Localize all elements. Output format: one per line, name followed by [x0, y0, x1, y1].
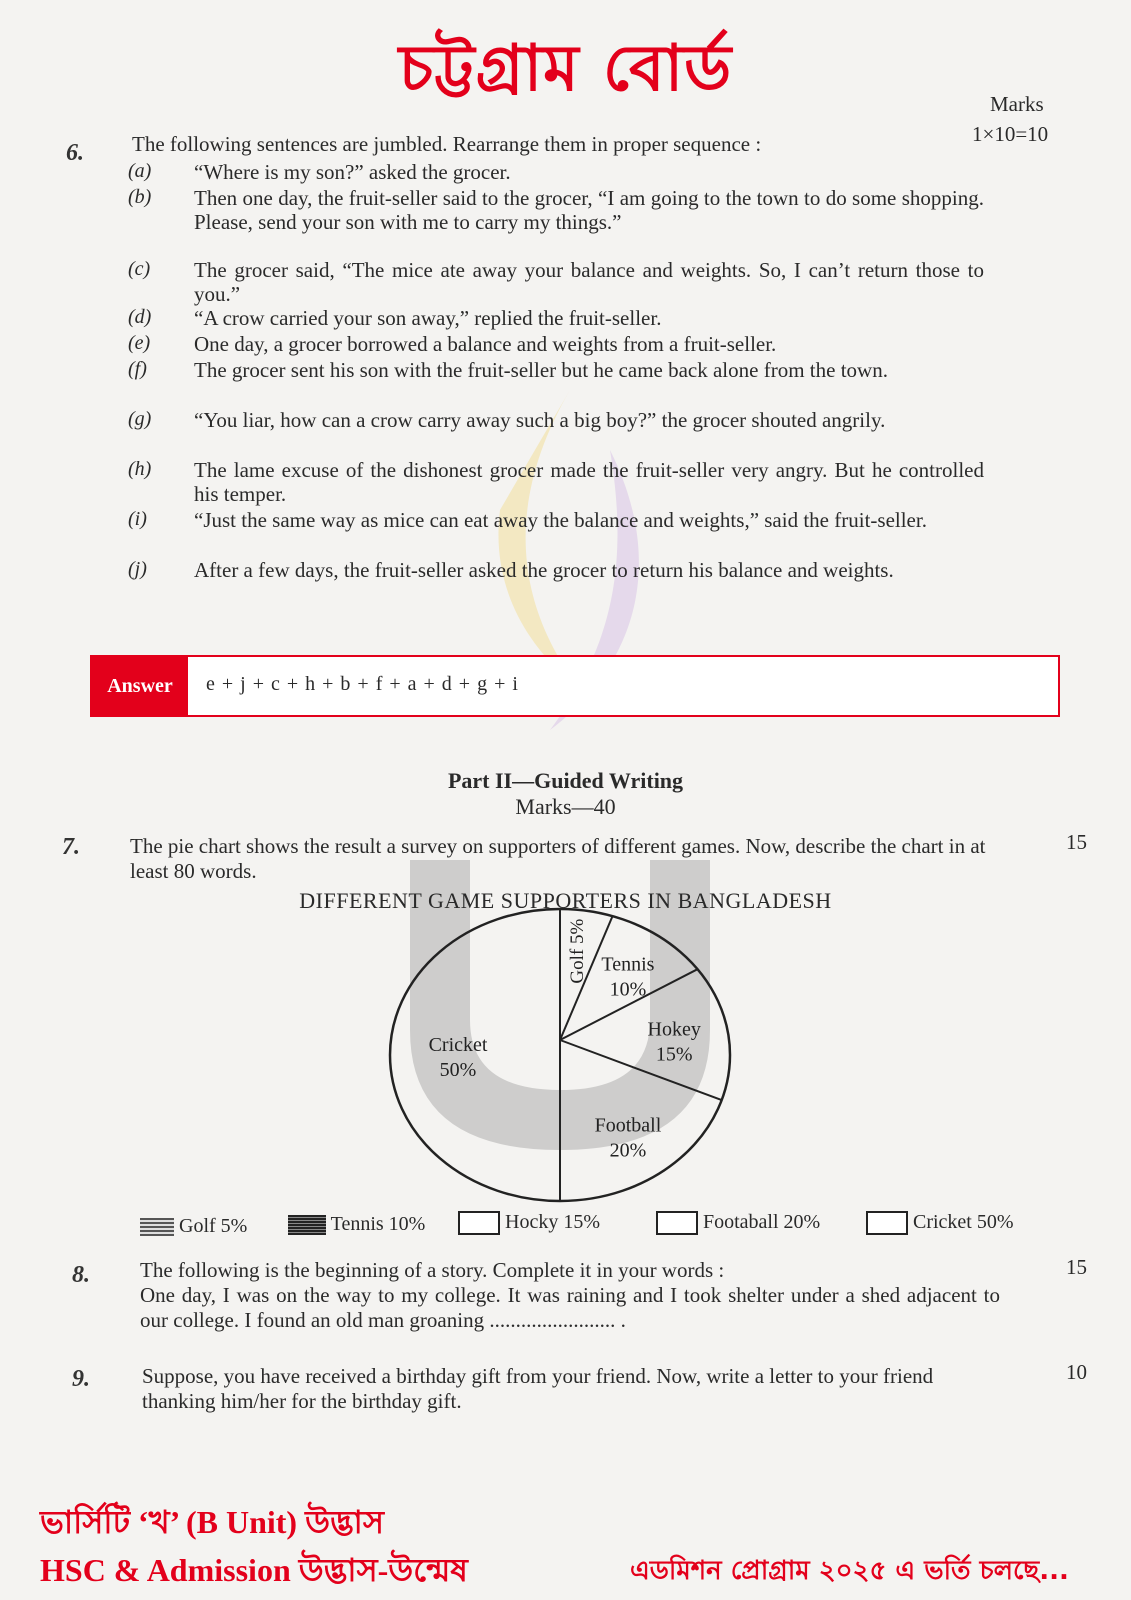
question-number: 8. — [72, 1262, 90, 1288]
slice-value-cricket: 50% — [439, 1059, 477, 1081]
legend-swatch — [656, 1211, 698, 1235]
q6-instruction: The following sentences are jumbled. Rearrange them in proper sequence : — [132, 132, 762, 156]
q7-text: The pie chart shows the result a survey on supporters of different games. Now, describe the chart in at least 80 words. — [130, 834, 986, 883]
slice-label-hokey: Hokey — [647, 1018, 701, 1041]
slice-label-golf: Golf 5% — [567, 918, 589, 984]
legend-swatch — [288, 1215, 326, 1235]
answer-sequence: e + j + c + h + b + f + a + d + g + i — [206, 673, 519, 695]
legend-item-golf: Golf 5% — [140, 1215, 247, 1238]
legend-item-cricket: Cricket 50% — [866, 1211, 1014, 1235]
footer-admission-notice: এডমিশন প্রোগ্রাম ২০২৫ এ ভর্তি চলছে... — [630, 1556, 1069, 1586]
legend-item-football: Footaball 20% — [656, 1211, 820, 1235]
legend-swatch — [140, 1218, 174, 1236]
slice-label-tennis: Tennis — [601, 953, 655, 976]
part-title: Part II—Guided Writing — [447, 768, 684, 793]
legend-item-tennis: Tennis 10% — [288, 1213, 425, 1236]
q9-marks: 10 — [1066, 1360, 1087, 1384]
q7-marks: 15 — [1066, 830, 1087, 854]
legend-item-hockey: Hocky 15% — [458, 1211, 600, 1235]
question-number: 7. — [62, 834, 80, 860]
pie-slice-football — [560, 1040, 722, 1100]
answer-box — [90, 655, 1060, 717]
legend-swatch — [866, 1211, 908, 1235]
slice-value-hokey: 15% — [655, 1043, 693, 1066]
answer-label: Answer — [92, 657, 188, 715]
slice-label-cricket: Cricket — [428, 1034, 488, 1056]
marks-column-label: Marks — [990, 92, 1044, 116]
question-number: 9. — [72, 1366, 90, 1392]
footer-brand-line1: ভার্সিটি ‘খ’ (B Unit) উদ্ভাস — [40, 1504, 384, 1540]
q6-marks: 1×10=10 — [972, 122, 1049, 146]
q8-story: One day, I was on the way to my college. It was raining and I took shelter under a shed adjacent to our college. I found an old man groaning ........................ . — [140, 1283, 1000, 1332]
q8-prompt: The following is the beginning of a story. Complete it in your words : — [140, 1258, 725, 1282]
pie-chart — [380, 905, 740, 1205]
footer-brand-line2: HSC & Admission উদ্ভাস-উন্মেষ — [40, 1552, 468, 1588]
q9-text: Suppose, you have received a birthday gift from your friend. Now, write a letter to your friend thanking him/her for the birthday gift. — [142, 1364, 934, 1413]
slice-value-football: 20% — [609, 1139, 647, 1162]
question-number: 6. — [66, 140, 84, 166]
legend-swatch — [458, 1211, 500, 1235]
q8-marks: 15 — [1066, 1255, 1087, 1279]
chart-title: DIFFERENT GAME SUPPORTERS IN BANGLADESH — [299, 888, 832, 913]
slice-value-tennis: 10% — [609, 978, 647, 1001]
board-title: চট্টগ্রাম বোর্ড — [398, 32, 733, 106]
part-marks: Marks—40 — [515, 794, 616, 819]
slice-label-football: Football — [594, 1114, 662, 1137]
